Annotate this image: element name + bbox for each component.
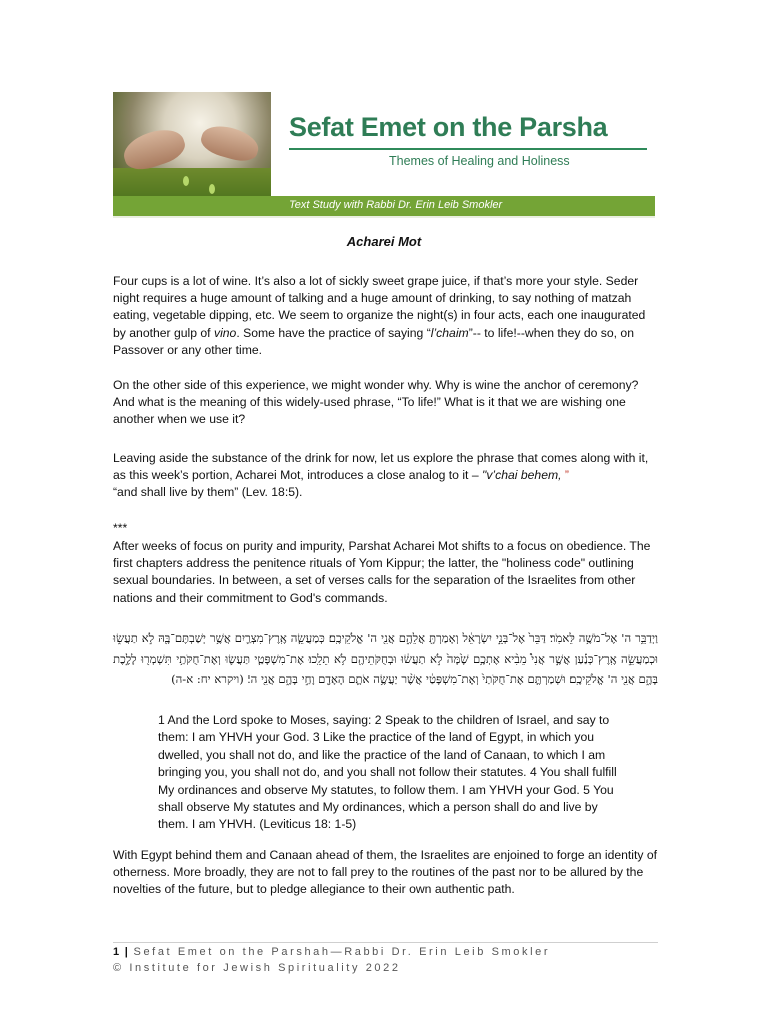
footer-copyright: © Institute for Jewish Spirituality 2022 (113, 962, 401, 974)
banner-subtitle: Themes of Healing and Holiness (389, 154, 570, 168)
paragraph-1 (113, 273, 658, 359)
paragraph-1-vino: vino (213, 325, 237, 340)
header-banner (113, 92, 655, 218)
banner-divider (289, 148, 647, 150)
hebrew-verses: וַיְדַבֵּ֥ר ה' אֶל־מֹשֶׁ֥ה לֵּאמֹֽר׃ דַּבֵּר֙ אֶל־בְּנֵ֣י יִשְׂרָאֵ֔ל וְאָמַרְתָּ֖ אֲלֵהֶ֑ם אֲנִ֖י ה' אֱלֹקֵיכֶֽם׃ כְּמַעֲשֵׂ֧ה אֶֽרֶץ־מִצְרַ֛יִם אֲשֶׁ֥ר יְשַׁבְתֶּם־בָּ֖הּ לֹ֣א תַעֲשׂ֑וּ וּכְמַעֲשֵׂ֣ה אֶֽרֶץ־כְּנַ֡עַן אֲשֶׁ֣ר אֲנִי֩ מֵבִ֨יא אֶתְכֶ֥ם שָׁ֙מָּה֙ לֹ֣א תַעֲשׂ֔וּ וּבְחֻקֹּתֵיהֶ֖ם לֹ֥א תֵלֵֽכוּ׃ אֶת־מִשְׁפָּטַ֧י תַּעֲשׂ֛וּ וְאֶת־חֻקֹּתַ֥י תִּשְׁמְר֖וּ לָלֶ֣כֶת בָּהֶ֑ם אֲנִ֖י ה' אֱלֹקֵיכֶֽם׃ וּשְׁמַרְתֶּ֤ם אֶת־חֻקֹּתַי֙ וְאֶת־מִשְׁפָּטַ֔י אֲשֶׁ֨ר יַעֲשֶׂ֥ה אֹתָ֛ם הָאָדָ֖ם וָחַ֣י בָּהֶ֑ם אֲנִ֖י ה'׃ (ויקרא יח: א-ה) (113, 631, 658, 686)
sprout-shape (209, 184, 215, 194)
paragraph-1-text-b: . Some have the practice of saying “ (236, 325, 431, 340)
paragraph-3-text-b: “and shall live by them” (Lev. 18:5). (113, 485, 303, 500)
document-title: Acharei Mot (346, 234, 422, 249)
footer-divider (113, 942, 658, 943)
page-number: 1 (113, 946, 120, 958)
paragraph-2: On the other side of this experience, we might wonder why. Why is wine the anchor of ceremony? And what is the meaning of this widely-used phrase, “To life!” What is it that we are wishing one another when we use it? (113, 378, 639, 427)
paragraph-1-text-a: Four cups is a lot of wine. It’s also a lot of sickly sweet grape juice, if that’s more your style. Seder night requires a huge amount of talking and a huge amount of drinking, to say nothing of matzah eating, vegetable dipping, etc. We seem to organize the night(s) in four acts, each one inaugurated by another gulp of (113, 274, 646, 340)
translation-block: 1 And the Lord spoke to Moses, saying: 2 Speak to the children of Israel, and say to them: I am YHVH your God. 3 Like the practice of the land of Egypt, in which you dwelled, you shall not do, and like the practice of the land of Canaan, to which I am bringing you, you shall not do, and you shall not follow their statutes. 4 You shall fulfill My ordinances and observe My statutes, to follow them. I am YHVH your God. 5 You shall observe My statutes and My ordinances, which a person shall do and live by them. I am YHVH. (Leviticus 18: 1-5) (158, 713, 617, 832)
banner-author-bar (113, 196, 655, 216)
paragraph-5: With Egypt behind them and Canaan ahead of them, the Israelites are enjoined to forge an identity of otherness. More broadly, they are not to fall prey to the routines of the past nor to be allured by the novelties of the future, but to pledge allegiance to their own authentic path. (113, 848, 658, 897)
paragraph-1-text-c: ”-- to life!--when they do so, on Passover or any other time. (113, 325, 634, 357)
footer-separator: | (124, 946, 128, 958)
right-hand-shape (198, 121, 262, 166)
footer-title: Sefat Emet on the Parshah—Rabbi Dr. Erin Leib Smokler (133, 946, 551, 958)
banner-author-text: Text Study with Rabbi Dr. Erin Leib Smokler (289, 199, 503, 211)
paragraph-3 (113, 450, 658, 502)
paragraph-4: After weeks of focus on purity and impurity, Parshat Acharei Mot shifts to a focus on obedience. The first chapters address the penitence rituals of Yom Kippur; the latter, the "holiness code" outlining sexual boundaries. In between, a set of verses calls for the separation of the Israelites from other nations and their commitment to God's commands. (113, 539, 651, 605)
footer-line-1 (113, 946, 550, 958)
section-separator: *** (113, 521, 128, 535)
paragraph-1-lchaim: l’chaim (430, 325, 469, 340)
banner-title: Sefat Emet on the Parsha (289, 112, 608, 142)
paragraph-3-close-quote: ” (561, 468, 569, 483)
paragraph-3-vchai: "v’chai behem, (482, 468, 562, 483)
sprout-shape (183, 176, 189, 186)
paragraph-3-text-a: Leaving aside the substance of the drink for now, let us explore the phrase that comes along with it, as this week’s portion, Acharei Mot, introduces a close analog to it – (113, 451, 649, 483)
